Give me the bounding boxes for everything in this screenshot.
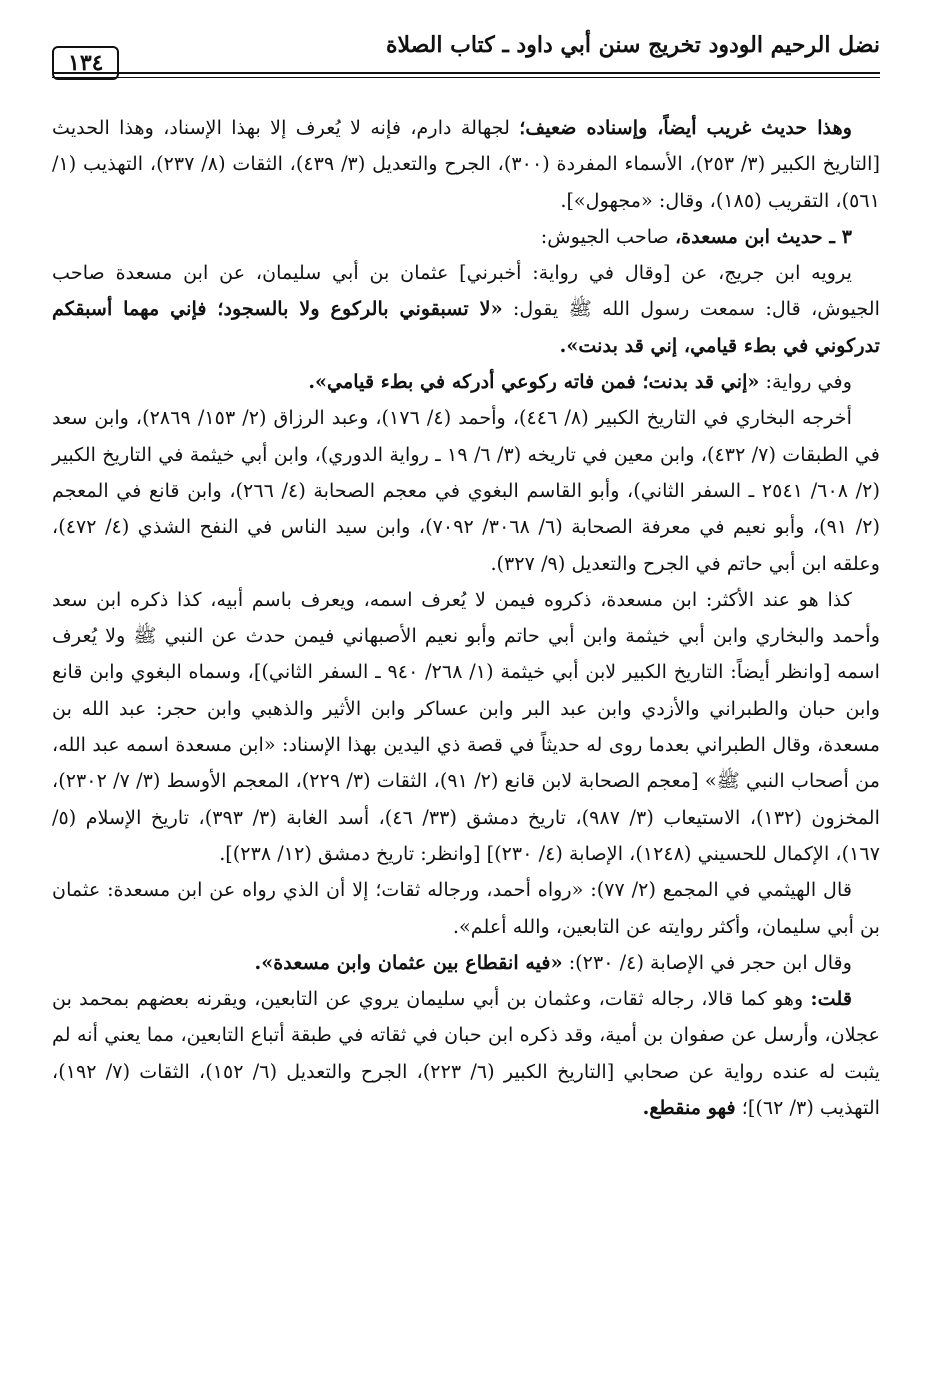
paragraph-6-text: كذا هو عند الأكثر: ابن مسعدة، ذكروه فيمن لا يُعرف اسمه، ويعرف باسم أبيه، كذا ذكره ابن سعد وأحمد والبخاري وابن أبي خيثمة وابن أبي حاتم وأبو نعيم الأصبهاني فيمن حدث عن النبي ﷺ ولا يُعرف اسمه [وانظر أيضاً: التاريخ الكبير لابن أبي خيثمة (١/ ٢٦٨/ ٩٤٠ ـ السفر الثاني)]، وسماه البغوي وابن قانع وابن حبان والطبراني والأزدي وابن عبد البر وابن عساكر وابن الأثير والذهبي وابن حجر: عبد الله بن مسعدة، وقال الطبراني بعدما روى له حديثاً في قصة ذي اليدين بهذا الإسناد: «ابن مسعدة اسمه عبد الله، من أصحاب النبي ﷺ» [معجم الصحابة لابن قانع (٢/ ٩١)، الثقات (٣/ ٢٢٩)، المعجم الأوسط (٣/ ٧/ ٢٣٠٢)، المخزون (١٣٢)، الاستيعاب (٣/ ٩٨٧)، تاريخ دمشق (٣٣/ ٤٦)، أسد الغابة (٣/ ٣٩٣)، تاريخ الإسلام (٥/ ١٦٧)، الإكمال للحسيني (١٢٤٨)، الإصابة (٤/ ٢٣٠)] [وانظر: تاريخ دمشق (١٢/ ٢٣٨)].: [52, 587, 880, 865]
paragraph-8-text: وقال ابن حجر في الإصابة (٤/ ٢٣٠):: [562, 950, 852, 974]
paragraph-2-section-heading: [52, 219, 880, 255]
paragraph-5: [52, 400, 880, 581]
paragraph-3: [52, 255, 880, 364]
paragraph-8-bold-tail: «فيه انقطاع بين عثمان وابن مسعدة».: [254, 950, 563, 974]
paragraph-1-text: لجهالة دارم، فإنه لا يُعرف إلا بهذا الإسناد، وهذا الحديث [التاريخ الكبير (٣/ ٢٥٣)، الأسماء المفردة (٣٠٠)، الجرح والتعديل (٣/ ٤٣٩)، الثقات (٨/ ٢٣٧)، التهذيب (١/ ٥٦١)، التقريب (١٨٥)، وقال: «مجهول»].: [52, 116, 880, 212]
paragraph-3-text: يرويه ابن جريج، عن [وقال في رواية: أخبرني] عثمان بن أبي سليمان، عن ابن مسعدة صاحب الجيوش، قال: سمعت رسول الله ﷺ يقول:: [52, 261, 880, 321]
page-number: ١٣٤: [52, 46, 119, 80]
paragraph-7-text: قال الهيثمي في المجمع (٢/ ٧٧): «رواه أحمد، ورجاله ثقات؛ إلا أن الذي رواه عن ابن مسعدة: عثمان بن أبي سليمان، وأكثر روايته عن التابعين، والله أعلم».: [52, 878, 880, 938]
paragraph-9-bold-tail: فهو منقطع.: [642, 1096, 736, 1120]
paragraph-1: [52, 110, 880, 219]
paragraph-5-text: أخرجه البخاري في التاريخ الكبير (٨/ ٤٤٦)، وأحمد (٤/ ١٧٦)، وعبد الرزاق (٢/ ١٥٣/ ٢٨٦٩)، وابن سعد في الطبقات (٧/ ٤٣٢)، وابن معين في تاريخه (٣/ ٦/ ١٩ ـ رواية الدوري)، وابن أبي خيثمة في التاريخ الكبير (٢/ ٦٠٨/ ٢٥٤١ ـ السفر الثاني)، وأبو القاسم البغوي في معجم الصحابة (٤/ ٢٦٦)، وابن قانع في المعجم (٢/ ٩١)، وأبو نعيم في معرفة الصحابة (٦/ ٣٠٦٨/ ٧٠٩٢)، وابن سيد الناس في النفح الشذي (٤/ ٤٧٢)، وعلقه ابن أبي حاتم في الجرح والتعديل (٩/ ٣٢٧).: [52, 406, 880, 575]
paragraph-8: [52, 945, 880, 981]
paragraph-4-text: وفي رواية:: [759, 370, 852, 394]
paragraph-2-text: صاحب الجيوش:: [540, 224, 675, 248]
paragraph-6: [52, 582, 880, 872]
paragraph-1-bold-lead: وهذا حديث غريب أيضاً، وإسناده ضعيف؛: [519, 116, 852, 139]
header-rule-thick: [52, 72, 880, 74]
running-header-title: نضل الرحيم الودود تخريج سنن أبي داود ـ كتاب الصلاة: [385, 32, 880, 58]
paragraph-4: [52, 364, 880, 400]
paragraph-3-bold-tail: «لا تسبقوني بالركوع ولا بالسجود؛ فإني مهما أسبقكم تدركوني في بطء قيامي، إني قد بدنت».: [52, 297, 880, 357]
book-page: [52, 22, 880, 1126]
header-rule: [52, 70, 880, 80]
paragraph-9: [52, 981, 880, 1126]
paragraph-7: [52, 872, 880, 945]
paragraph-9-bold-lead: قلت:: [810, 987, 852, 1011]
running-header: [52, 22, 880, 76]
paragraph-2-bold-lead: ٣ ـ حديث ابن مسعدة،: [674, 224, 852, 248]
paragraph-4-bold-tail: «إني قد بدنت؛ فمن فاته ركوعي أدركه في بطء قيامي».: [308, 370, 760, 394]
body-text: [52, 110, 880, 1126]
header-rule-thin: [52, 77, 880, 78]
paragraph-9-text: وهو كما قالا، رجاله ثقات، وعثمان بن أبي سليمان يروي عن التابعين، ويقرنه بعضهم بمحمد بن عجلان، وأرسل عن صفوان بن أمية، وقد ذكره ابن حبان في ثقاته في طبقة أتباع التابعين، مما يعني أنه لم يثبت له عنده رواية عن صحابي [التاريخ الكبير (٦/ ٢٢٣)، الجرح والتعديل (٦/ ١٥٢)، الثقات (٧/ ١٩٢)، التهذيب (٣/ ٦٢)]؛: [52, 987, 880, 1120]
